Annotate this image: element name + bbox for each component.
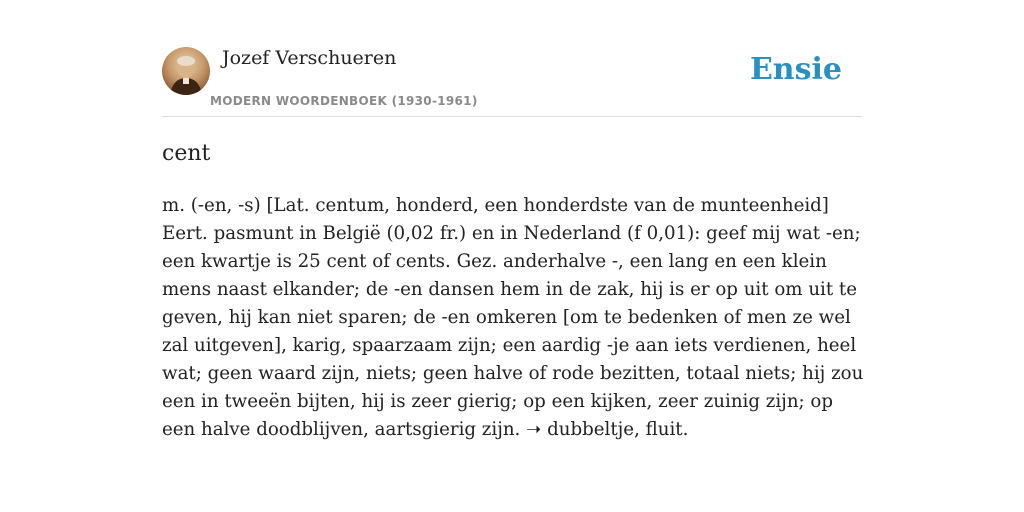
source-title[interactable]: MODERN WOORDENBOEK (1930-1961) (210, 94, 478, 108)
author-portrait-icon (162, 47, 210, 95)
author-avatar[interactable] (162, 47, 210, 95)
entry-definition: m. (-en, -s) [Lat. centum, honderd, een honderdste van de munteenheid] Eert. pasmunt in België (0,02 fr.) en in Nederland (f 0,01): geef mij wat -en; een kwartje is 25 cent of cents. Gez. anderhalve -, een lang en een klein mens naast elkander; de -en dansen hem in de zak, hij is er op uit om uit te geven, hij kan niet sparen; de -en omkeren [om te bedenken of men ze wel zal uitgeven], karig, spaarzaam zijn; een aardig -je aan iets verdienen, heel wat; geen waard zijn, niets; geen halve of rode bezitten, totaal niets; hij zou een in tweeën bijten, hij is zeer gierig; op een kijken, zeer zuinig zijn; op een halve doodblijven, aartsgierig zijn. ➝ dubbeltje, fluit. (162, 195, 864, 440)
site-logo[interactable]: Ensie (749, 52, 842, 87)
entry-header (162, 46, 862, 117)
entry-term: cent (162, 141, 211, 166)
author-name[interactable]: Jozef Verschueren (222, 47, 397, 69)
